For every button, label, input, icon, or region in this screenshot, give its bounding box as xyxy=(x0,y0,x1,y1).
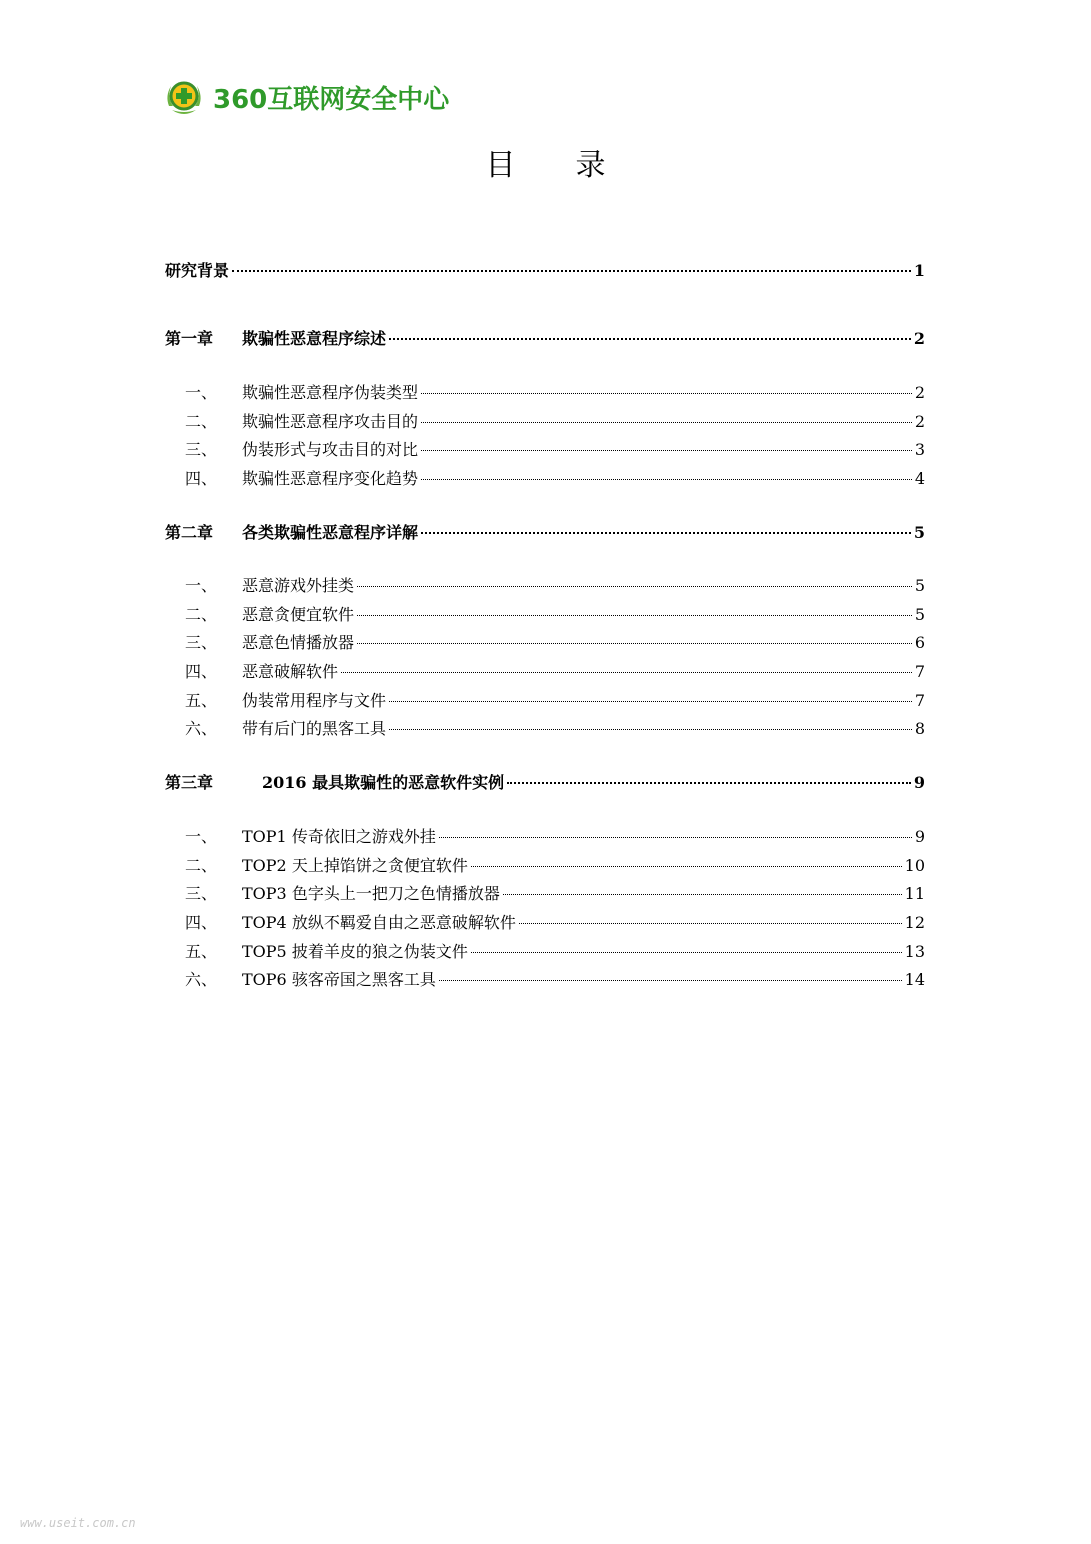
toc-entry[interactable] xyxy=(165,520,925,548)
toc-entry-title: 恶意游戏外挂类 xyxy=(242,576,355,595)
dot-leader xyxy=(421,532,911,534)
toc-entry[interactable] xyxy=(165,466,925,494)
toc-entry[interactable] xyxy=(165,716,925,744)
dot-leader xyxy=(389,701,912,702)
dot-leader xyxy=(421,393,912,394)
toc-entry-page: 9 xyxy=(913,773,925,792)
dot-leader xyxy=(471,952,902,953)
page-title: 目录 xyxy=(485,148,666,183)
toc-entry-number: 六、 xyxy=(185,719,218,738)
toc-entry-number: 二、 xyxy=(185,856,218,875)
toc-entry[interactable] xyxy=(165,409,925,437)
toc-entry-page: 8 xyxy=(914,719,925,738)
toc-entry-number: 六、 xyxy=(185,970,218,989)
toc-entry[interactable] xyxy=(165,437,925,465)
dot-leader xyxy=(519,923,902,924)
toc-entry-number: 四、 xyxy=(185,913,218,932)
toc-entry-page: 1 xyxy=(913,261,925,280)
toc-entry[interactable] xyxy=(165,380,925,408)
toc-entry-number: 第一章 xyxy=(165,329,214,348)
toc-entry[interactable] xyxy=(165,967,925,995)
toc-entry-title: TOP4 放纵不羁爱自由之恶意破解软件 xyxy=(242,913,516,932)
toc-entry[interactable] xyxy=(165,326,925,354)
toc-entry-number: 四、 xyxy=(185,662,218,681)
toc-entry-title: 各类欺骗性恶意程序详解 xyxy=(242,523,419,542)
toc-entry[interactable] xyxy=(165,853,925,881)
toc-entry-number: 三、 xyxy=(185,440,218,459)
toc-entry[interactable] xyxy=(165,573,925,601)
toc-entry[interactable] xyxy=(165,939,925,967)
toc-entry-title: 恶意色情播放器 xyxy=(242,633,355,652)
dot-leader xyxy=(421,450,912,451)
toc-entry-title: 欺骗性恶意程序综述 xyxy=(242,329,387,348)
toc-entry-title: 欺骗性恶意程序伪装类型 xyxy=(242,383,419,402)
toc-entry-number: 一、 xyxy=(185,827,218,846)
dot-leader xyxy=(341,672,912,673)
toc-entry-number: 三、 xyxy=(185,884,218,903)
dot-leader xyxy=(357,643,912,644)
dot-leader xyxy=(389,729,912,730)
dot-leader xyxy=(357,615,912,616)
toc-entry-page: 10 xyxy=(904,856,925,875)
toc-entry-number: 三、 xyxy=(185,633,218,652)
toc-entry[interactable] xyxy=(165,770,925,798)
toc-entry-page: 13 xyxy=(904,942,925,961)
dot-leader xyxy=(232,270,911,272)
toc-entry-number: 第三章 xyxy=(165,773,214,792)
toc-entry-page: 6 xyxy=(914,633,925,652)
toc-entry-title: TOP3 色字头上一把刀之色情播放器 xyxy=(242,884,500,903)
toc-entry-title: 恶意贪便宜软件 xyxy=(242,605,355,624)
header-logo xyxy=(163,76,449,118)
toc-entry-page: 4 xyxy=(914,469,925,488)
logo-text: 360互联网安全中心 xyxy=(213,84,450,115)
dot-leader xyxy=(503,894,902,895)
toc-entry[interactable] xyxy=(165,630,925,658)
toc-entry-title: TOP2 天上掉馅饼之贪便宜软件 xyxy=(242,856,468,875)
toc-entry-number: 一、 xyxy=(185,383,218,402)
toc-entry-number: 四、 xyxy=(185,469,218,488)
toc-entry-title: 带有后门的黑客工具 xyxy=(242,719,387,738)
dot-leader xyxy=(421,479,912,480)
dot-leader xyxy=(421,422,912,423)
toc-entry-page: 7 xyxy=(914,691,925,710)
toc-entry-title: 2016 最具欺骗性的恶意软件实例 xyxy=(262,773,505,792)
dot-leader xyxy=(439,980,902,981)
toc-entry-number: 二、 xyxy=(185,412,218,431)
toc-entry-title: TOP5 披着羊皮的狼之伪装文件 xyxy=(242,942,468,961)
toc-entry-page: 7 xyxy=(914,662,925,681)
toc-entry-page: 3 xyxy=(914,440,925,459)
toc-entry[interactable] xyxy=(165,824,925,852)
toc-entry-page: 2 xyxy=(914,383,925,402)
toc-entry[interactable] xyxy=(165,659,925,687)
toc-entry-title: 欺骗性恶意程序变化趋势 xyxy=(242,469,419,488)
toc-entry-title: 欺骗性恶意程序攻击目的 xyxy=(242,412,419,431)
toc-entry[interactable] xyxy=(165,688,925,716)
toc-entry-title: 伪装形式与攻击目的对比 xyxy=(242,440,419,459)
toc-entry-page: 12 xyxy=(904,913,925,932)
toc-entry-page: 2 xyxy=(913,329,925,348)
toc-entry-number: 五、 xyxy=(185,942,218,961)
dot-leader xyxy=(439,837,912,838)
toc-entry-page: 5 xyxy=(913,523,925,542)
dot-leader xyxy=(389,338,911,340)
toc-entry-title: TOP1 传奇依旧之游戏外挂 xyxy=(242,827,436,846)
dot-leader xyxy=(357,586,912,587)
toc-entry-page: 11 xyxy=(904,884,925,903)
toc-entry-number: 第二章 xyxy=(165,523,214,542)
watermark: www.useit.com.cn xyxy=(20,1516,136,1530)
toc-entry-page: 9 xyxy=(914,827,925,846)
toc-entry[interactable] xyxy=(165,910,925,938)
toc-entry-title: 伪装常用程序与文件 xyxy=(242,691,387,710)
toc-entry-page: 14 xyxy=(904,970,925,989)
toc-entry[interactable] xyxy=(165,602,925,630)
toc-entry-number: 一、 xyxy=(185,576,218,595)
toc-entry-page: 2 xyxy=(914,412,925,431)
toc-entry[interactable] xyxy=(165,258,925,286)
toc-entry-title: TOP6 骇客帝国之黑客工具 xyxy=(242,970,436,989)
dot-leader xyxy=(471,866,902,867)
toc-entry-title: 恶意破解软件 xyxy=(242,662,339,681)
toc-entry-number: 五、 xyxy=(185,691,218,710)
toc-entry-title: 研究背景 xyxy=(165,261,230,280)
toc-entry[interactable] xyxy=(165,881,925,909)
toc-entry-page: 5 xyxy=(914,576,925,595)
dot-leader xyxy=(507,782,911,784)
toc-entry-number: 二、 xyxy=(185,605,218,624)
360-shield-logo-icon xyxy=(163,76,205,118)
toc-entry-page: 5 xyxy=(914,605,925,624)
